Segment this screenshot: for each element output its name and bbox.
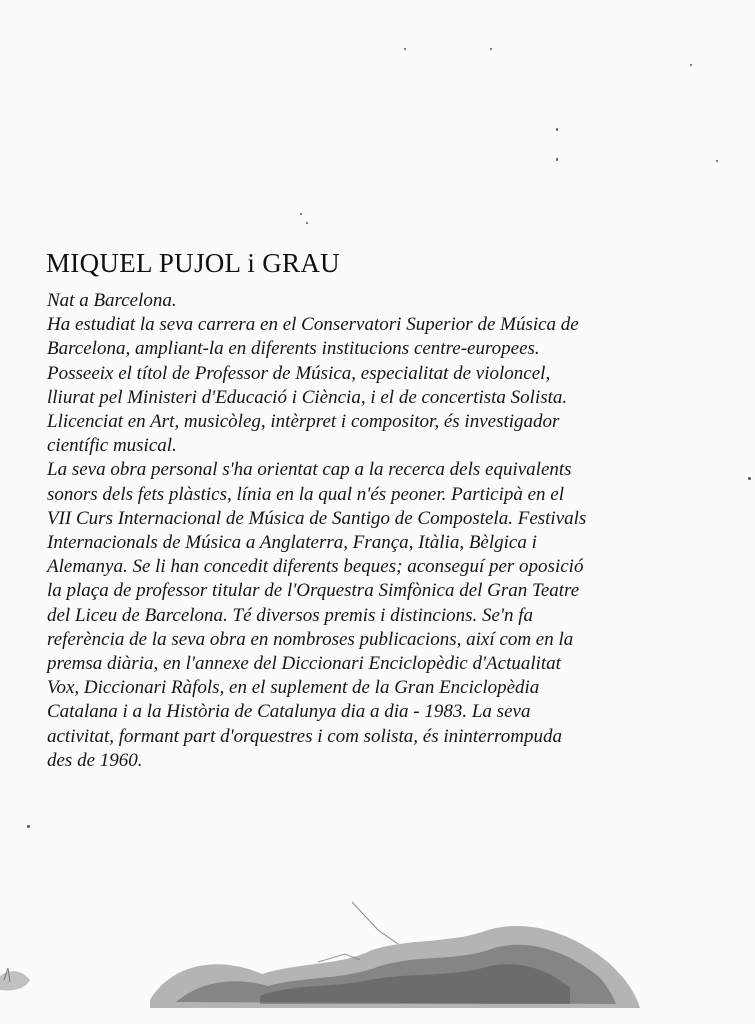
scan-speck: [300, 213, 302, 215]
scan-speck: [716, 160, 718, 162]
bio-line: VII Curs Internacional de Música de Santigo de Compostela. Festivals: [47, 507, 587, 529]
bio-line: científic musical.: [47, 435, 177, 457]
bio-line: Catalana i a la Història de Catalunya dia a dia - 1983. La seva: [47, 701, 531, 723]
scan-speck: [556, 158, 558, 161]
scan-speck: [27, 825, 30, 828]
bio-line: la plaça de professor titular de l'Orquestra Simfònica del Gran Teatre: [47, 580, 580, 602]
scan-stain: [0, 880, 755, 1024]
bio-line: sonors dels fets plàstics, línia en la qual n'és peoner. Participà en el: [47, 483, 565, 505]
bio-line: del Liceu de Barcelona. Té diversos premis i distincions. Se'n fa: [47, 604, 534, 626]
biography-text: [47, 289, 717, 773]
bio-line: des de 1960.: [47, 749, 143, 771]
bio-line: Nat a Barcelona.: [47, 290, 177, 311]
bio-line: referència de la seva obra en nombroses publicacions, així com en la: [47, 628, 574, 650]
bio-line: Vox, Diccionari Ràfols, en el suplement de la Gran Enciclopèdia: [47, 677, 540, 699]
scan-speck: [306, 222, 308, 224]
bio-line: lliurat pel Ministeri d'Educació i Ciència, i el de concertista Solista.: [47, 386, 568, 408]
scan-speck: [556, 128, 558, 131]
bio-line: activitat, formant part d'orquestres i com solista, és ininterrompuda: [47, 725, 562, 747]
bio-line: Barcelona, ampliant-la en diferents institucions centre-europees.: [47, 338, 540, 360]
bio-line: Posseeix el títol de Professor de Música, especialitat de violoncel,: [47, 362, 551, 384]
scan-speck: [490, 48, 492, 50]
bio-line: La seva obra personal s'ha orientat cap a la recerca dels equivalents: [47, 459, 572, 481]
scan-speck: [748, 477, 751, 480]
scan-speck: [690, 64, 692, 66]
bio-line: Alemanya. Se li han concedit diferents beques; aconseguí per oposició: [47, 556, 584, 578]
bio-line: Internacionals de Música a Anglaterra, França, Itàlia, Bèlgica i: [47, 532, 537, 554]
bio-line: Llicenciat en Art, musicòleg, intèrpret i compositor, és investigador: [47, 411, 560, 433]
bio-line: premsa diària, en l'annexe del Diccionari Enciclopèdic d'Actualitat: [47, 653, 561, 675]
scan-speck: [404, 48, 406, 50]
page-title: MIQUEL PUJOL i GRAU: [46, 248, 340, 278]
bio-line: Ha estudiat la seva carrera en el Conservatori Superior de Música de: [47, 314, 579, 336]
